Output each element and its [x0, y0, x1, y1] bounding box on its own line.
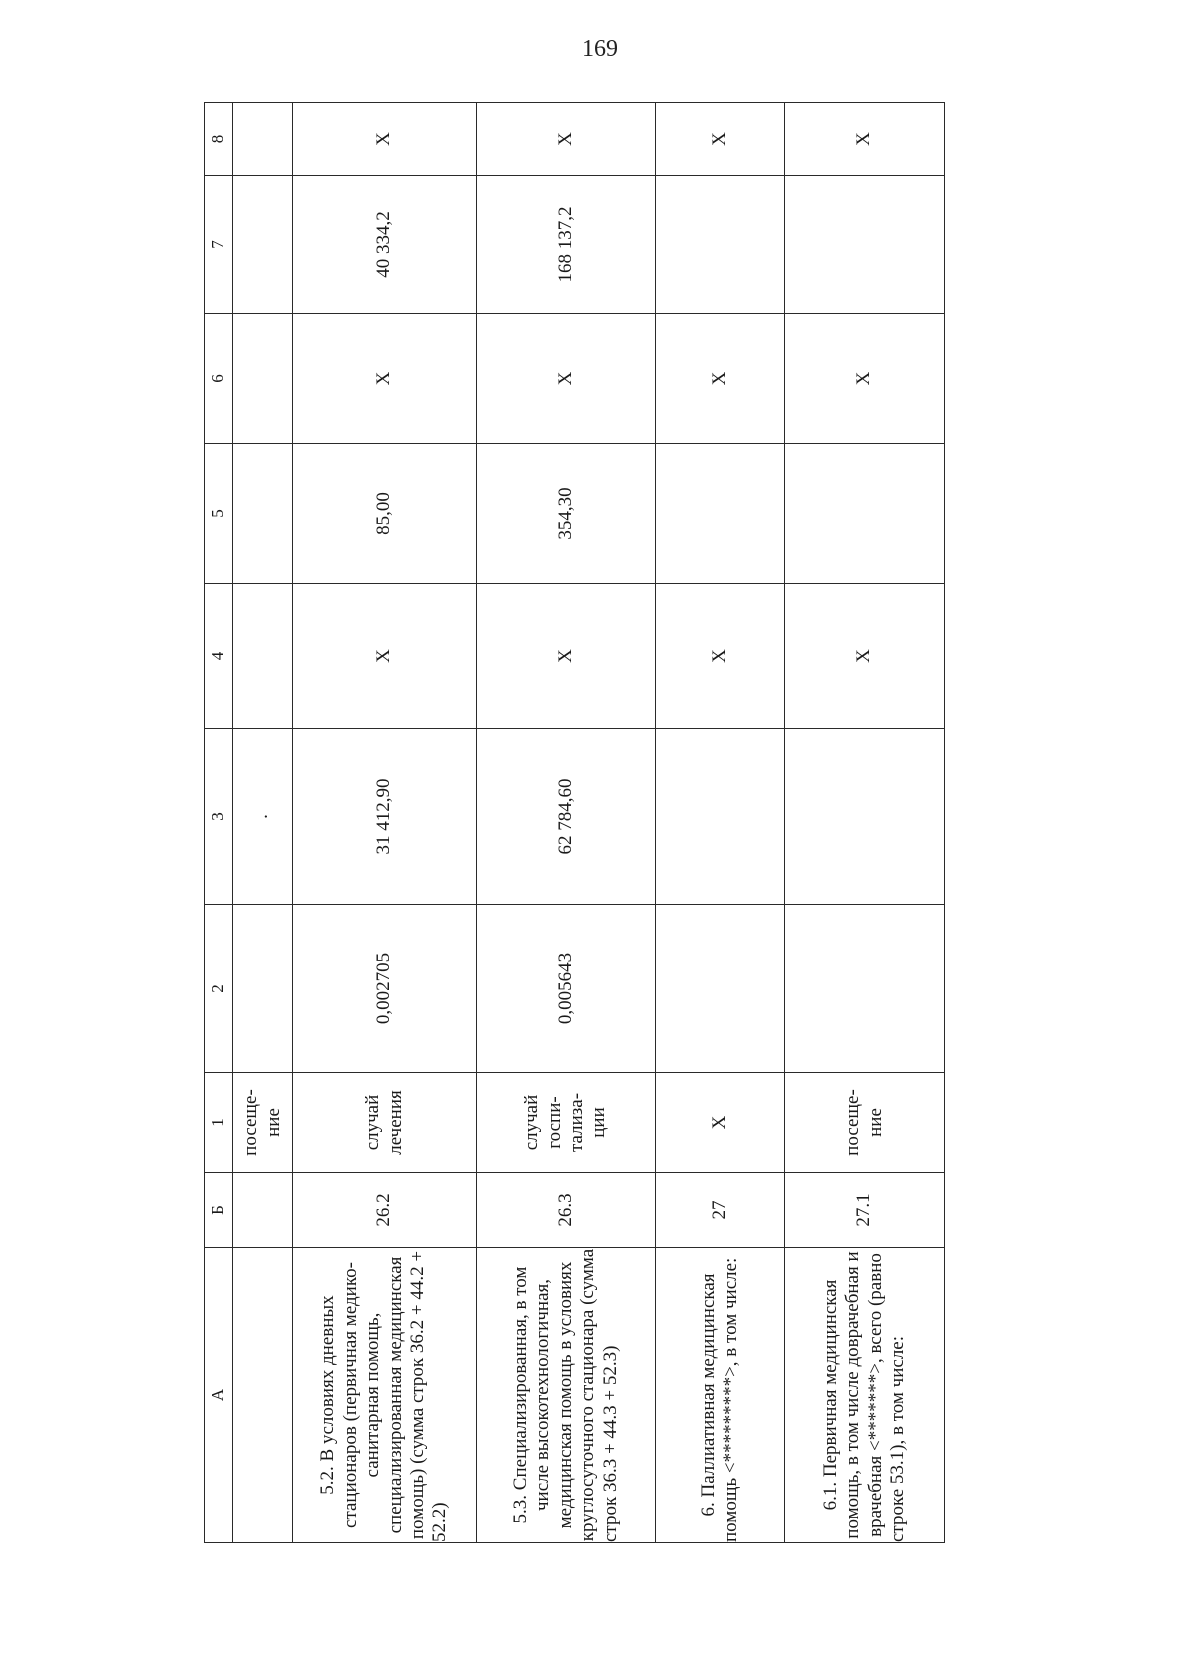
- table-row: [293, 103, 477, 1543]
- row-unit: случай лечения: [293, 1073, 477, 1173]
- cell-col7: [785, 176, 945, 314]
- cell-col2: 0,005643: [477, 905, 656, 1073]
- column-header: 1: [205, 1073, 233, 1173]
- column-header: 5: [205, 444, 233, 584]
- row-code: [233, 1173, 293, 1248]
- column-header: 7: [205, 176, 233, 314]
- cell-col7: [656, 176, 785, 314]
- cell-col6: X: [785, 314, 945, 444]
- cell-col6: [233, 314, 293, 444]
- row-unit: посеще- ние: [785, 1073, 945, 1173]
- row-code: 26.2: [293, 1173, 477, 1248]
- cell-col5: [785, 444, 945, 584]
- cell-col3: .: [233, 729, 293, 905]
- cell-col2: 0,002705: [293, 905, 477, 1073]
- column-header: 6: [205, 314, 233, 444]
- cell-col5: 354,30: [477, 444, 656, 584]
- row-unit: X: [656, 1073, 785, 1173]
- row-description: 5.3. Специализированная, в том числе высокотехнологичная, медицинская помощь в условиях круглосуточного стационара (сумма строк 36.3 + 44.3 + 52.3): [477, 1248, 656, 1543]
- cell-col7: [233, 176, 293, 314]
- cell-col3: 62 784,60: [477, 729, 656, 905]
- cell-col2: [656, 905, 785, 1073]
- cell-col5: 85,00: [293, 444, 477, 584]
- table-row: [656, 103, 785, 1543]
- column-header: А: [205, 1248, 233, 1543]
- row-code: 26.3: [477, 1173, 656, 1248]
- cell-col6: X: [477, 314, 656, 444]
- table-row: [233, 103, 293, 1543]
- column-header: 3: [205, 729, 233, 905]
- cell-col8: X: [477, 103, 656, 176]
- cell-col4: X: [656, 584, 785, 729]
- cell-col8: X: [785, 103, 945, 176]
- row-code: 27: [656, 1173, 785, 1248]
- cell-col2: [233, 905, 293, 1073]
- cell-col4: X: [477, 584, 656, 729]
- cell-col6: X: [293, 314, 477, 444]
- cell-col4: [233, 584, 293, 729]
- page-number: 169: [582, 36, 618, 62]
- cell-col8: [233, 103, 293, 176]
- column-header: 2: [205, 905, 233, 1073]
- cell-col5: [656, 444, 785, 584]
- rotated-table-frame: [204, 103, 944, 1543]
- cell-col7: 40 334,2: [293, 176, 477, 314]
- cell-col7: 168 137,2: [477, 176, 656, 314]
- row-description: 6. Паллиативная медицинская помощь <*********>, в том числе:: [656, 1248, 785, 1543]
- cell-col3: [656, 729, 785, 905]
- column-header: 8: [205, 103, 233, 176]
- column-header: Б: [205, 1173, 233, 1248]
- header-row: [205, 103, 233, 1543]
- cell-col4: X: [293, 584, 477, 729]
- row-description: [233, 1248, 293, 1543]
- row-description: 5.2. В условиях дневных стационаров (первичная медико-санитарная помощь, специализированная медицинская помощь) (сумма строк 36.2 + 44.2 + 52.2): [293, 1248, 477, 1543]
- cell-col3: 31 412,90: [293, 729, 477, 905]
- row-unit: посеще- ние: [233, 1073, 293, 1173]
- table-row: [477, 103, 656, 1543]
- cell-col4: X: [785, 584, 945, 729]
- cell-col8: X: [656, 103, 785, 176]
- cell-col3: [785, 729, 945, 905]
- row-code: 27.1: [785, 1173, 945, 1248]
- row-unit: случай госпи- тализа- ции: [477, 1073, 656, 1173]
- cell-col6: X: [656, 314, 785, 444]
- cell-col5: [233, 444, 293, 584]
- column-header: 4: [205, 584, 233, 729]
- data-table: [204, 102, 945, 1543]
- row-description: 6.1. Первичная медицинская помощь, в том числе доврачебная и врачебная <*******>, всего (равно строке 53.1), в том числе:: [785, 1248, 945, 1543]
- cell-col8: X: [293, 103, 477, 176]
- cell-col2: [785, 905, 945, 1073]
- table-row: [785, 103, 945, 1543]
